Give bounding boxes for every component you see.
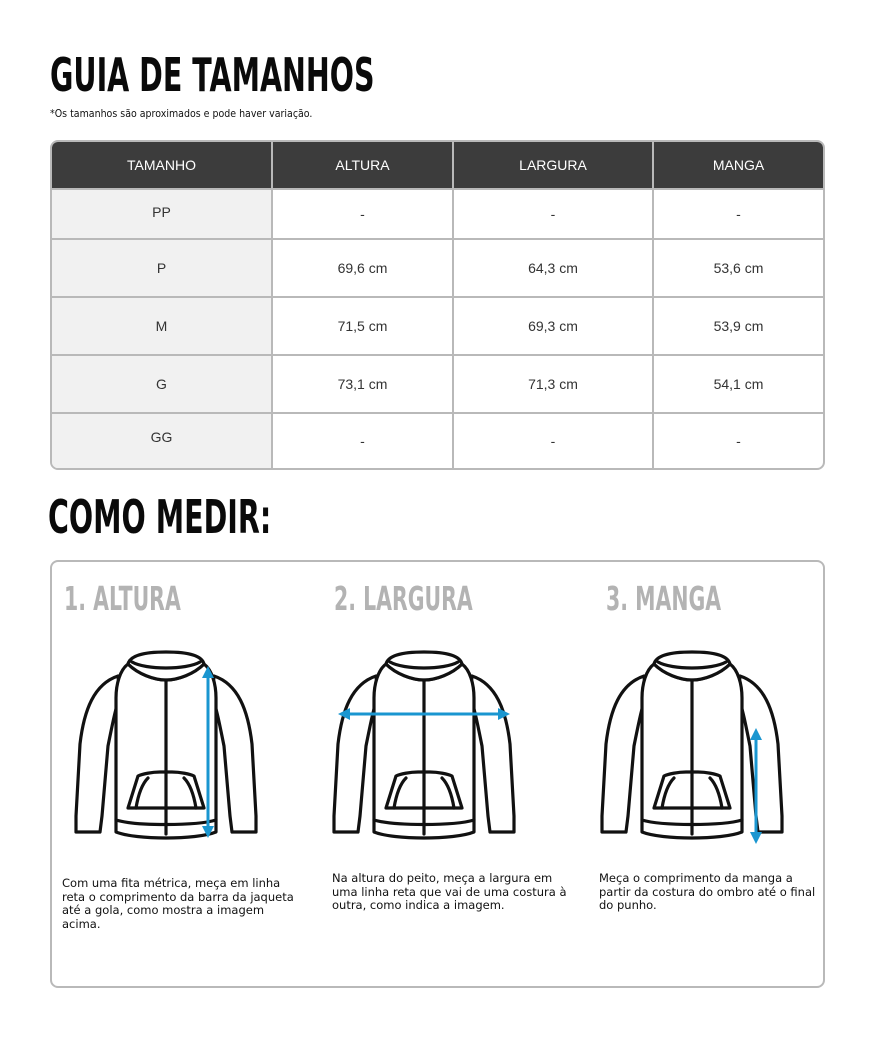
header-altura: ALTURA (273, 142, 454, 188)
step-description-manga: Meça o comprimento da manga a partir da costura do ombro até o final do punho. (599, 871, 816, 912)
width-cell: 69,3 cm (454, 298, 654, 354)
size-table (50, 140, 825, 470)
width-cell: 64,3 cm (454, 240, 654, 296)
step-description-altura: Com uma fita métrica, meça em linha reta o comprimento da barra da jaqueta até a gola, como mostra a imagem acima. (62, 876, 294, 931)
step-title-largura: 2. LARGURA (334, 579, 473, 618)
table-row (52, 296, 823, 354)
width-cell: - (454, 414, 654, 468)
size-cell: GG (52, 414, 273, 468)
sleeve-cell: - (736, 433, 741, 449)
table-row (52, 412, 823, 468)
step-title-altura: 1. ALTURA (64, 579, 181, 618)
table-row (52, 354, 823, 412)
jacket-sleeve-icon (592, 648, 792, 848)
header-manga: MANGA (712, 157, 765, 173)
header-tamanho: TAMANHO (52, 142, 273, 188)
header-largura: LARGURA (454, 142, 654, 188)
step-title-manga: 3. MANGA (606, 579, 722, 618)
sleeve-cell: 53,6 cm (713, 260, 764, 276)
width-cell: - (454, 190, 654, 238)
width-cell: 71,3 cm (454, 356, 654, 412)
jacket-width-icon (324, 648, 524, 848)
table-header-row (52, 142, 823, 188)
size-cell: G (52, 356, 273, 412)
step-description-largura: Na altura do peito, meça a largura em uma linha reta que vai de uma costura à outra, como indica a imagem. (332, 871, 567, 912)
height-cell: 71,5 cm (273, 298, 454, 354)
size-cell: PP (52, 190, 273, 238)
jacket-height-icon (66, 648, 266, 848)
height-cell: - (273, 414, 454, 468)
size-cell: M (52, 298, 273, 354)
section-title: COMO MEDIR: (48, 490, 272, 544)
size-cell: P (52, 240, 273, 296)
disclaimer-note: *Os tamanhos são aproximados e pode haver variação. (50, 108, 313, 120)
table-row (52, 188, 823, 238)
sleeve-cell: 53,9 cm (713, 318, 764, 334)
height-cell: 73,1 cm (273, 356, 454, 412)
height-cell: - (273, 190, 454, 238)
table-row (52, 238, 823, 296)
page-title: GUIA DE TAMANHOS (50, 48, 375, 102)
sleeve-cell: 54,1 cm (713, 376, 764, 392)
sleeve-cell: - (736, 206, 741, 222)
height-cell: 69,6 cm (273, 240, 454, 296)
